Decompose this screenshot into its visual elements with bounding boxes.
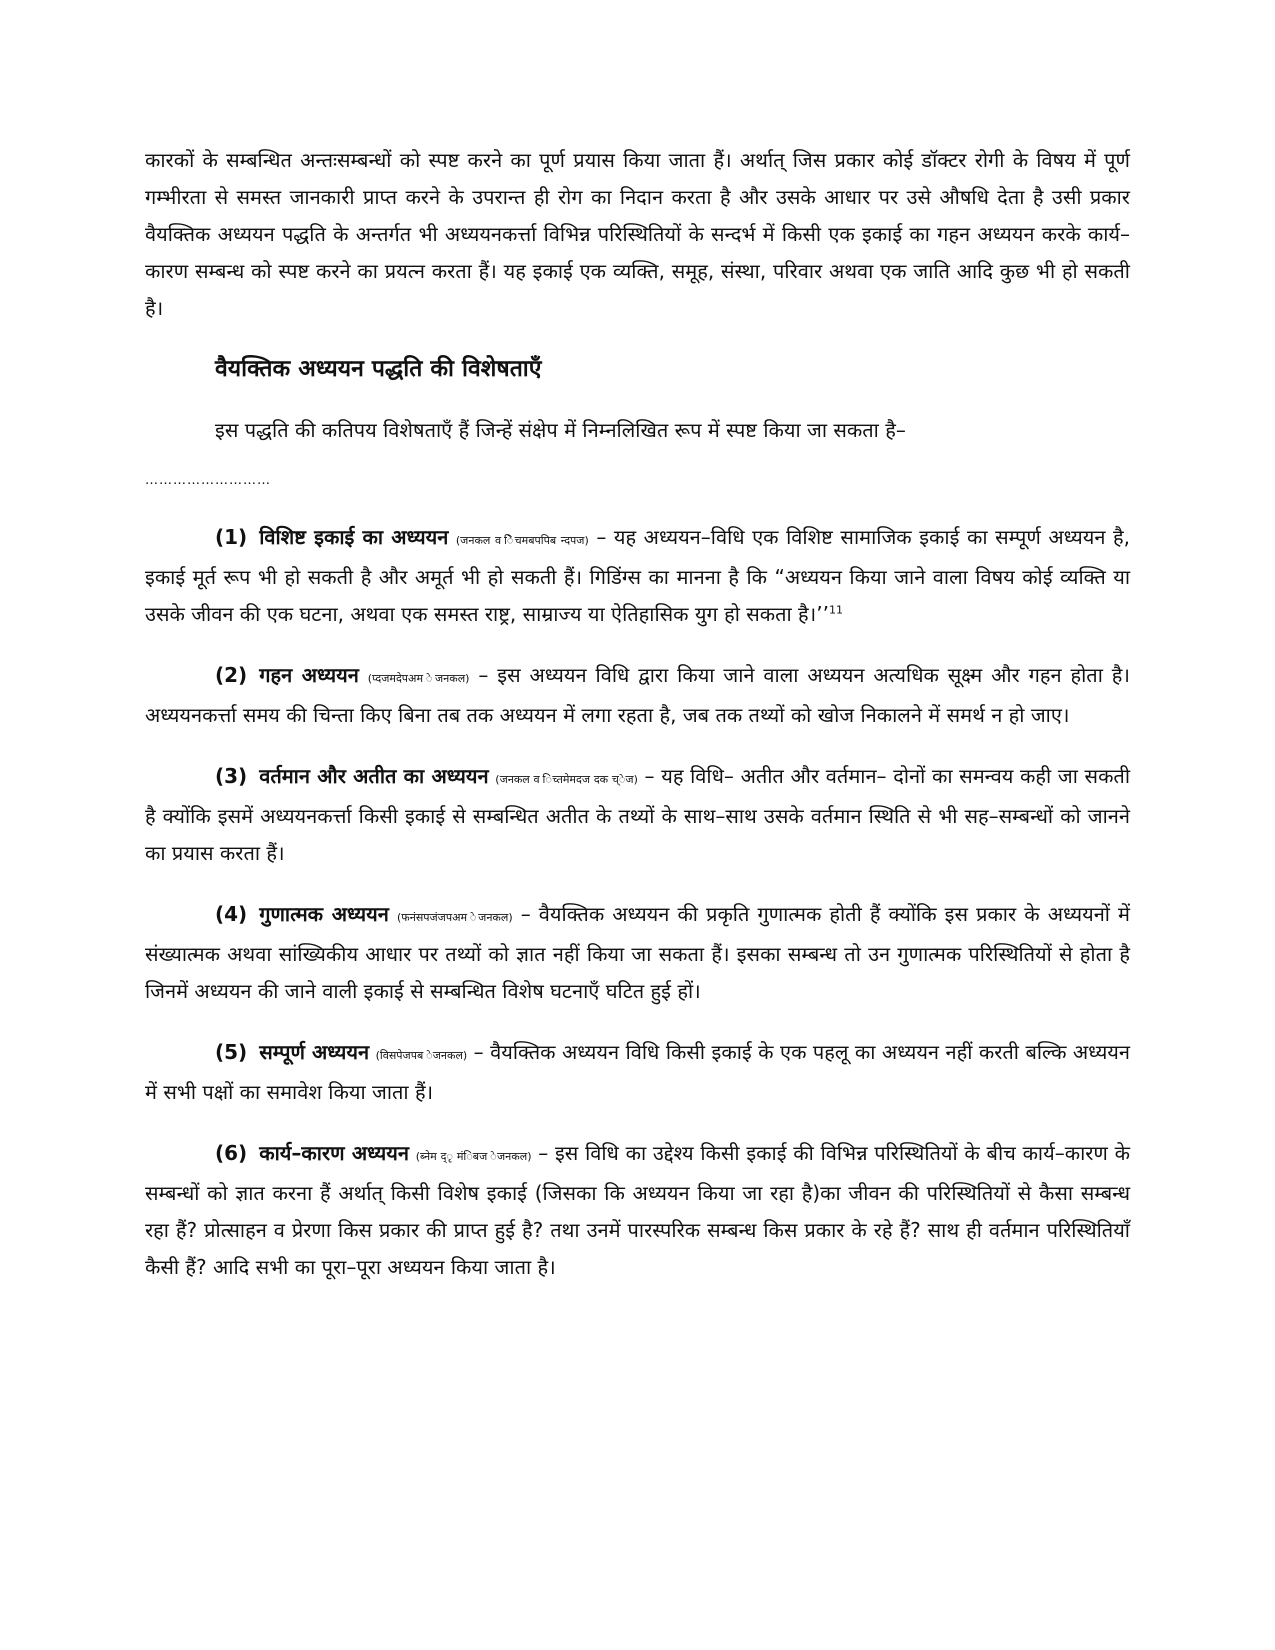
feature-item-4 [145,896,1130,1010]
item-number: (2) [215,663,248,687]
item-number: (6) [215,1141,248,1165]
feature-item-5 [145,1034,1130,1111]
item-text: – इस अध्ययन विधि द्वारा किया जाने वाला अध्ययन अत्यधिक सूक्ष्म और गहन होता है। अध्ययनकर्त्ता समय की चिन्ता किए बिना तब तक अध्ययन में लगा रहता है, जब तक तथ्यों को खोज निकालने में समर्थ न हो जाए। [145,663,1130,727]
feature-item-3 [145,758,1130,872]
item-text: – वैयक्तिक अध्ययन की प्रकृति गुणात्मक होती हैं क्योंकि इस प्रकार के अध्ययनों में संख्यात्मक अथवा सांख्यिकीय आधार पर तथ्यों को ज्ञात नहीं किया जा सकता हैं। इसका सम्बन्ध तो उन गुणात्मक परिस्थितियों से होता है जिनमें अध्ययन की जाने वाली इकाई से सम्बन्धित विशेष घटनाएँ घटित हुई हों। [145,902,1131,1003]
feature-item-1 [145,519,1130,633]
item-english-term: (ब्नेम द्ृ मंिबज ेजनकल) [415,1150,532,1163]
item-text: – यह अध्ययन–विधि एक विशिष्ट सामाजिक इकाई का सम्पूर्ण अध्ययन है, इकाई मूर्त रूप भी हो सकती है और अमूर्त भी हो सकती हैं। गिडिंग्स का मानना है कि “अध्ययन किया जाने वाला विषय कोई व्यक्ति या उसके जीवन की एक घटना, अथवा एक समस्त राष्ट्र, साम्राज्य या ऐतिहासिक युग हो सकता है।’’ [145,525,1131,626]
item-number: (1) [215,525,248,549]
item-title: गहन अध्ययन [259,663,359,687]
item-title: वर्तमान और अतीत का अध्ययन [259,764,489,788]
item-text: – यह विधि– अतीत और वर्तमान– दोनों का समन्वय कही जा सकती है क्योंकि इसमें अध्ययनकर्त्ता किसी इकाई से सम्बन्धित अतीत के तथ्यों के साथ–साथ उसके वर्तमान स्थिति से भी सह–सम्बन्धों को जानने का प्रयास करता हैं। [145,764,1131,865]
item-english-term: (जनकल व िेचमबपपिब न्दपज) [455,534,589,547]
item-title: सम्पूर्ण अध्ययन [259,1040,370,1064]
dotted-separator: ……………………… [145,473,271,488]
feature-item-2 [145,657,1130,734]
item-number: (5) [215,1040,248,1064]
footnote-reference: 11 [828,603,843,617]
item-english-term: (फनंसपजंजपअम ेजनकल) [396,911,513,924]
item-english-term: (प्दजमदेपअम ेजनकल) [367,672,470,685]
intro-paragraph: कारकों के सम्बन्धित अन्तःसम्बन्धों को स्पष्ट करने का पूर्ण प्रयास किया जाता हैं। अर्थात् जिस प्रकार कोई डॉक्टर रोगी के विषय में पूर्ण गम्भीरता से समस्त जानकारी प्राप्त करने के उपरान्त ही रोग का निदान करता है और उसके आधार पर उसे औषधि देता है उसी प्रकार वैयक्तिक अध्ययन पद्धति के अन्तर्गत भी अध्ययनकर्त्ता विभिन्न परिस्थितियों के सन्दर्भ में किसी एक इकाई का गहन अध्ययन करके कार्य–कारण सम्बन्ध को स्पष्ट करने का प्रयत्न करता हैं। यह इकाई एक व्यक्ति, समूह, संस्था, परिवार अथवा एक जाति आदि कुछ भी हो सकती है। [145,148,1130,320]
item-title: गुणात्मक अध्ययन [259,902,389,926]
item-text: – इस विधि का उद्देश्य किसी इकाई की विभिन्न परिस्थितियों के बीच कार्य–कारण के सम्बन्धों को ज्ञात करना हैं अर्थात् किसी विशेष इकाई (जिसका कि अध्ययन किया जा रहा है)का जीवन की परिस्थितियों से कैसा सम्बन्ध रहा हैं? प्रोत्साहन व प्रेरणा किस प्रकार की प्राप्त हुई है? तथा उनमें पारस्परिक सम्बन्ध किस प्रकार के रहे हैं? साथ ही वर्तमान परिस्थितियाँ कैसी हैं? आदि सभी का पूरा–पूरा अध्ययन किया जाता है। [145,1141,1130,1279]
item-title: विशिष्ट इकाई का अध्ययन [259,525,449,549]
lead-paragraph: इस पद्धति की कतिपय विशेषताएँ हैं जिन्हें संक्षेप में निम्नलिखित रूप में स्पष्ट किया जा सकता है– [215,418,906,442]
feature-item-6 [145,1135,1130,1286]
item-number: (4) [215,902,248,926]
item-number: (3) [215,764,248,788]
item-text: – वैयक्तिक अध्ययन विधि किसी इकाई के एक पहलू का अध्ययन नहीं करती बल्कि अध्ययन में सभी पक्षों का समावेश किया जाता हैं। [145,1040,1130,1104]
section-heading: वैयक्तिक अध्ययन पद्धति की विशेषताएँ [215,356,542,382]
item-english-term: (विसपेजपब ेजनकल) [375,1049,468,1062]
item-title: कार्य–कारण अध्ययन [259,1141,409,1165]
item-english-term: (जनकल व िच्तमेमदज दक च्ेज) [495,773,638,786]
